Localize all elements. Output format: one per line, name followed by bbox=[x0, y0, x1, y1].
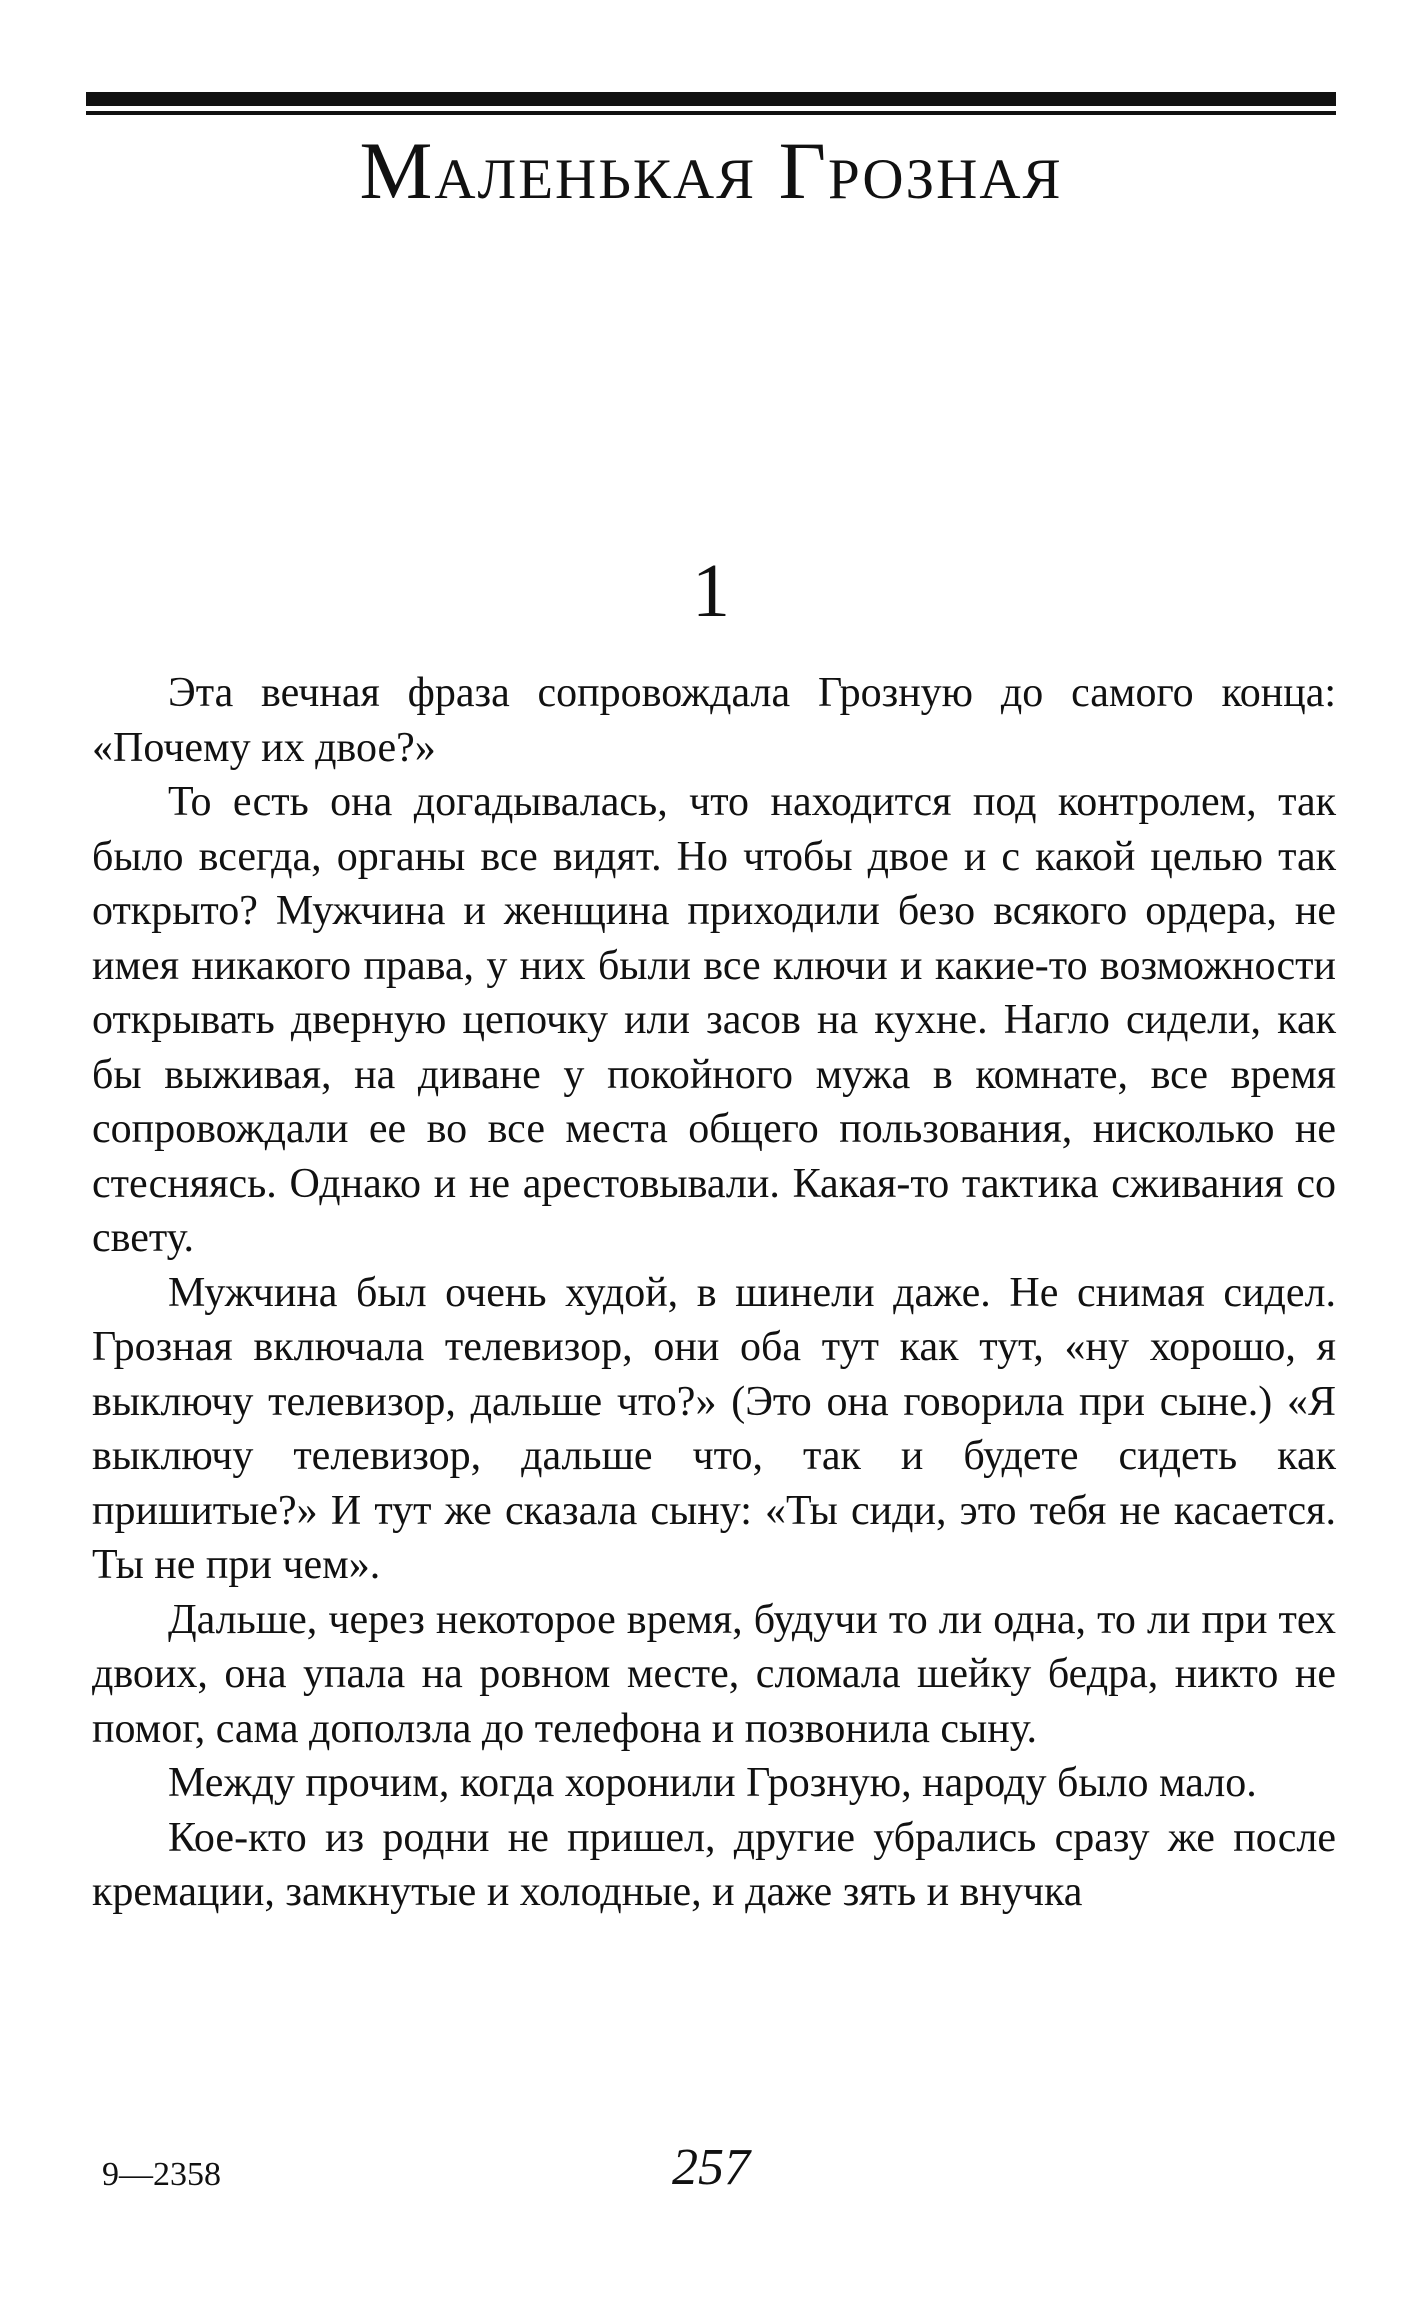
header-rule-thin bbox=[86, 111, 1336, 115]
paragraph: Между прочим, когда хоронили Грозную, народу было мало. bbox=[168, 1760, 1257, 1806]
paragraph: Кое-кто из родни не пришел, другие убрались сразу же после кремации, замкнутые и холодные, и даже зять и внучка bbox=[92, 1814, 1336, 1915]
paragraph: Дальше, через некоторое время, будучи то ли одна, то ли при тех двоих, она упала на ровном месте, сломала шейку бедра, никто не помог, сама доползла до телефона и позвонила сыну. bbox=[92, 1596, 1336, 1752]
header-rule-thick bbox=[86, 92, 1336, 106]
body-text bbox=[92, 666, 1336, 1920]
paragraph: Эта вечная фраза сопровождала Грозную до самого конца: «Почему их двое?» bbox=[92, 670, 1336, 771]
page-number: 257 bbox=[672, 2139, 750, 2196]
paragraph: То есть она догадывалась, что находится под контролем, так было всегда, органы все видят. Но чтобы двое и с какой целью так открыто? Мужчина и женщина приходили безо всякого ордера, не имея никакого права, у них были все ключи и какие-то возможности открывать дверную цепочку или засов на кухне. Нагло сидели, как бы выживая, на диване у покойного мужа в комнате, все время сопровождали ее во все места общего пользования, нисколько не стесняясь. Однако и не арестовывали. Какая-то тактика сживания со свету. bbox=[92, 779, 1336, 1261]
chapter-title: Маленькая Грозная bbox=[359, 125, 1063, 216]
section-number: 1 bbox=[692, 549, 730, 633]
printer-signature: 9—2358 bbox=[102, 2156, 221, 2193]
paragraph: Мужчина был очень худой, в шинели даже. Не снимая сидел. Грозная включала телевизор, они оба тут как тут, «ну хорошо, я выключу телевизор, дальше что?» (Это она говорила при сыне.) «Я выключу телевизор, дальше что, так и будете сидеть как пришитые?» И тут же сказала сыну: «Ты сиди, это тебя не касается. Ты не при чем». bbox=[92, 1269, 1336, 1588]
